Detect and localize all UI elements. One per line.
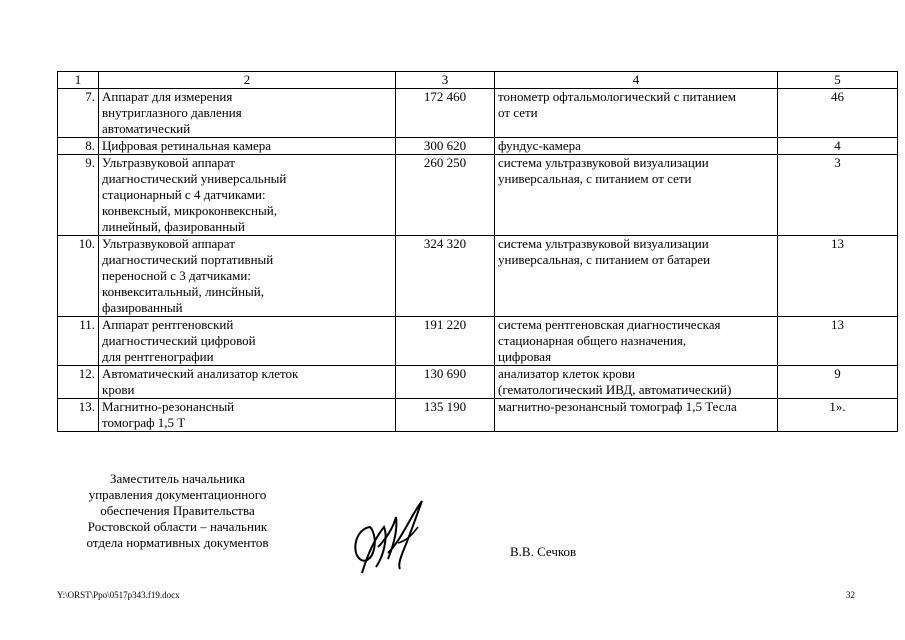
table-row	[58, 155, 898, 236]
equipment-table	[57, 71, 898, 432]
equipment-type: анализатор клеток крови (гематологический ИВД, автоматический)	[495, 366, 778, 399]
equipment-code: 324 320	[396, 236, 495, 317]
equipment-code: 260 250	[396, 155, 495, 236]
table-row	[58, 138, 898, 155]
equipment-quantity: 3	[778, 155, 898, 236]
equipment-type: фундус-камера	[495, 138, 778, 155]
table-row	[58, 399, 898, 432]
equipment-type: система рентгеновская диагностическая стационарная общего назначения, цифровая	[495, 317, 778, 366]
equipment-code: 135 190	[396, 399, 495, 432]
row-number: 11.	[58, 317, 99, 366]
header-col-2: 2	[99, 72, 396, 89]
row-number: 10.	[58, 236, 99, 317]
table-row	[58, 89, 898, 138]
equipment-code: 300 620	[396, 138, 495, 155]
equipment-name: Аппарат для измерения внутриглазного давления автоматический	[99, 89, 396, 138]
equipment-name: Цифровая ретинальная камера	[99, 138, 396, 155]
signatory-position: Заместитель начальника управления документационного обеспечения Правительства Ростовской области – начальник отдела нормативных документов	[86, 471, 269, 550]
handwritten-signature	[348, 497, 433, 577]
equipment-name: Аппарат рентгеновский диагностический цифровой для рентгенографии	[99, 317, 396, 366]
equipment-name: Магнитно-резонансный томограф 1,5 Т	[99, 399, 396, 432]
equipment-name: Автоматический анализатор клеток крови	[99, 366, 396, 399]
equipment-type: система ультразвуковой визуализации универсальная, с питанием от батареи	[495, 236, 778, 317]
equipment-quantity: 4	[778, 138, 898, 155]
table-header-row	[58, 72, 898, 89]
equipment-quantity: 13	[778, 236, 898, 317]
table-row	[58, 366, 898, 399]
equipment-type: тонометр офтальмологический с питанием от сети	[495, 89, 778, 138]
equipment-quantity: 13	[778, 317, 898, 366]
page-number: 32	[846, 590, 855, 600]
row-number: 13.	[58, 399, 99, 432]
footer-file-path: Y:\ORST\Ppo\0517p343.f19.docx	[57, 590, 180, 600]
equipment-type: магнитно-резонансный томограф 1,5 Тесла	[495, 399, 778, 432]
header-col-3: 3	[396, 72, 495, 89]
equipment-quantity: 1».	[778, 399, 898, 432]
equipment-code: 172 460	[396, 89, 495, 138]
equipment-name: Ультразвуковой аппарат диагностический портативный переносной с 3 датчиками: конвекситальный, линсйный, фазированный	[99, 236, 396, 317]
table-row	[58, 317, 898, 366]
row-number: 7.	[58, 89, 99, 138]
equipment-quantity: 9	[778, 366, 898, 399]
row-number: 8.	[58, 138, 99, 155]
header-col-4: 4	[495, 72, 778, 89]
row-number: 12.	[58, 366, 99, 399]
signer-name: В.В. Сечков	[510, 544, 577, 559]
header-col-5: 5	[778, 72, 898, 89]
equipment-code: 130 690	[396, 366, 495, 399]
equipment-type: система ультразвуковой визуализации универсальная, с питанием от сети	[495, 155, 778, 236]
equipment-name: Ультразвуковой аппарат диагностический универсальный стационарный с 4 датчиками: конвексный, микроконвексный, линейный, фазированный	[99, 155, 396, 236]
row-number: 9.	[58, 155, 99, 236]
header-col-1: 1	[58, 72, 99, 89]
equipment-quantity: 46	[778, 89, 898, 138]
equipment-code: 191 220	[396, 317, 495, 366]
table-row	[58, 236, 898, 317]
